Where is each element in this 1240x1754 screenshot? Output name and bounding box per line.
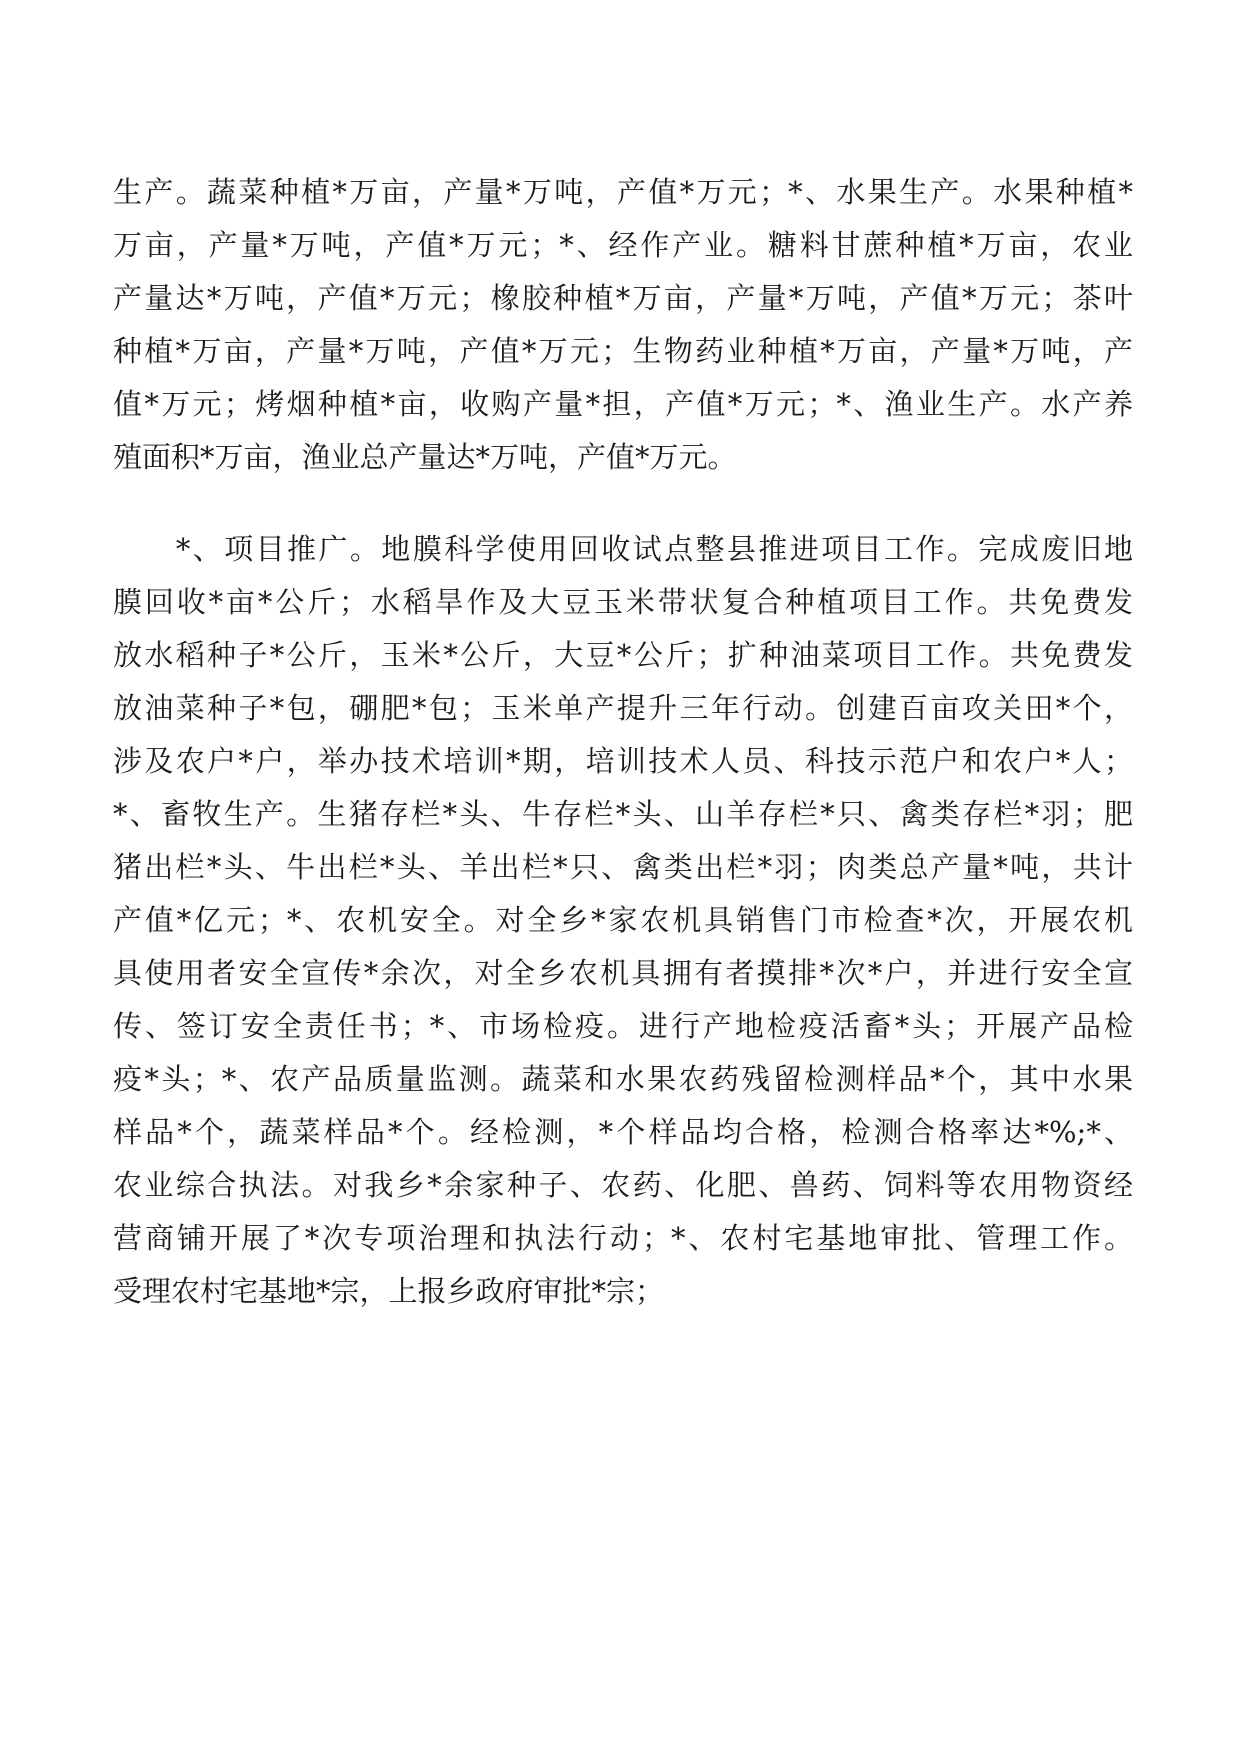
- paragraph-line: 膜回收*亩*公斤；水稻旱作及大豆玉米带状复合种植项目工作。共免费发: [113, 585, 1133, 619]
- paragraph-line: 殖面积*万亩，渔业总产量达*万吨，产值*万元。: [113, 440, 737, 474]
- paragraph-line: 值*万元；烤烟种植*亩，收购产量*担，产值*万元；*、渔业生产。水产养: [113, 387, 1133, 421]
- paragraph-line: 农业综合执法。对我乡*余家种子、农药、化肥、兽药、饲料等农用物资经: [113, 1168, 1133, 1202]
- paragraph-crop-production: [113, 166, 1133, 484]
- paragraph-line: *、畜牧生产。生猪存栏*头、牛存栏*头、山羊存栏*只、禽类存栏*羽；肥: [113, 797, 1133, 831]
- paragraph-line: 放油菜种子*包，硼肥*包；玉米单产提升三年行动。创建百亩攻关田*个，: [113, 691, 1133, 725]
- paragraph-line: 猪出栏*头、牛出栏*头、羊出栏*只、禽类出栏*羽；肉类总产量*吨，共计: [113, 850, 1133, 884]
- paragraph-line: 样品*个，蔬菜样品*个。经检测，*个样品均合格，检测合格率达*%;*、: [113, 1115, 1133, 1149]
- paragraph-line: 受理农村宅基地*宗，上报乡政府审批*宗；: [113, 1274, 665, 1308]
- paragraph-line: 放水稻种子*公斤，玉米*公斤，大豆*公斤；扩种油菜项目工作。共免费发: [113, 638, 1133, 672]
- paragraph-line: 涉及农户*户，举办技术培训*期，培训技术人员、科技示范户和农户*人；: [113, 744, 1133, 778]
- paragraph-line: 万亩，产量*万吨，产值*万元；*、经作产业。糖料甘蔗种植*万亩，农业: [113, 228, 1133, 262]
- paragraph-line: *、项目推广。地膜科学使用回收试点整县推进项目工作。完成废旧地: [113, 532, 1133, 566]
- paragraph-line: 具使用者安全宣传*余次，对全乡农机具拥有者摸排*次*户，并进行安全宣: [113, 956, 1133, 990]
- paragraph-project-promotion: [113, 523, 1133, 1318]
- paragraph-line: 营商铺开展了*次专项治理和执法行动；*、农村宅基地审批、管理工作。: [113, 1221, 1133, 1255]
- paragraph-line: 生产。蔬菜种植*万亩，产量*万吨，产值*万元；*、水果生产。水果种植*: [113, 175, 1133, 209]
- paragraph-line: 种植*万亩，产量*万吨，产值*万元；生物药业种植*万亩，产量*万吨，产: [113, 334, 1133, 368]
- paragraph-line: 疫*头；*、农产品质量监测。蔬菜和水果农药残留检测样品*个，其中水果: [113, 1062, 1133, 1096]
- paragraph-line: 产值*亿元；*、农机安全。对全乡*家农机具销售门市检查*次，开展农机: [113, 903, 1133, 937]
- paragraph-line: 传、签订安全责任书；*、市场检疫。进行产地检疫活畜*头；开展产品检: [113, 1009, 1133, 1043]
- paragraph-line: 产量达*万吨，产值*万元；橡胶种植*万亩，产量*万吨，产值*万元；茶叶: [113, 281, 1133, 315]
